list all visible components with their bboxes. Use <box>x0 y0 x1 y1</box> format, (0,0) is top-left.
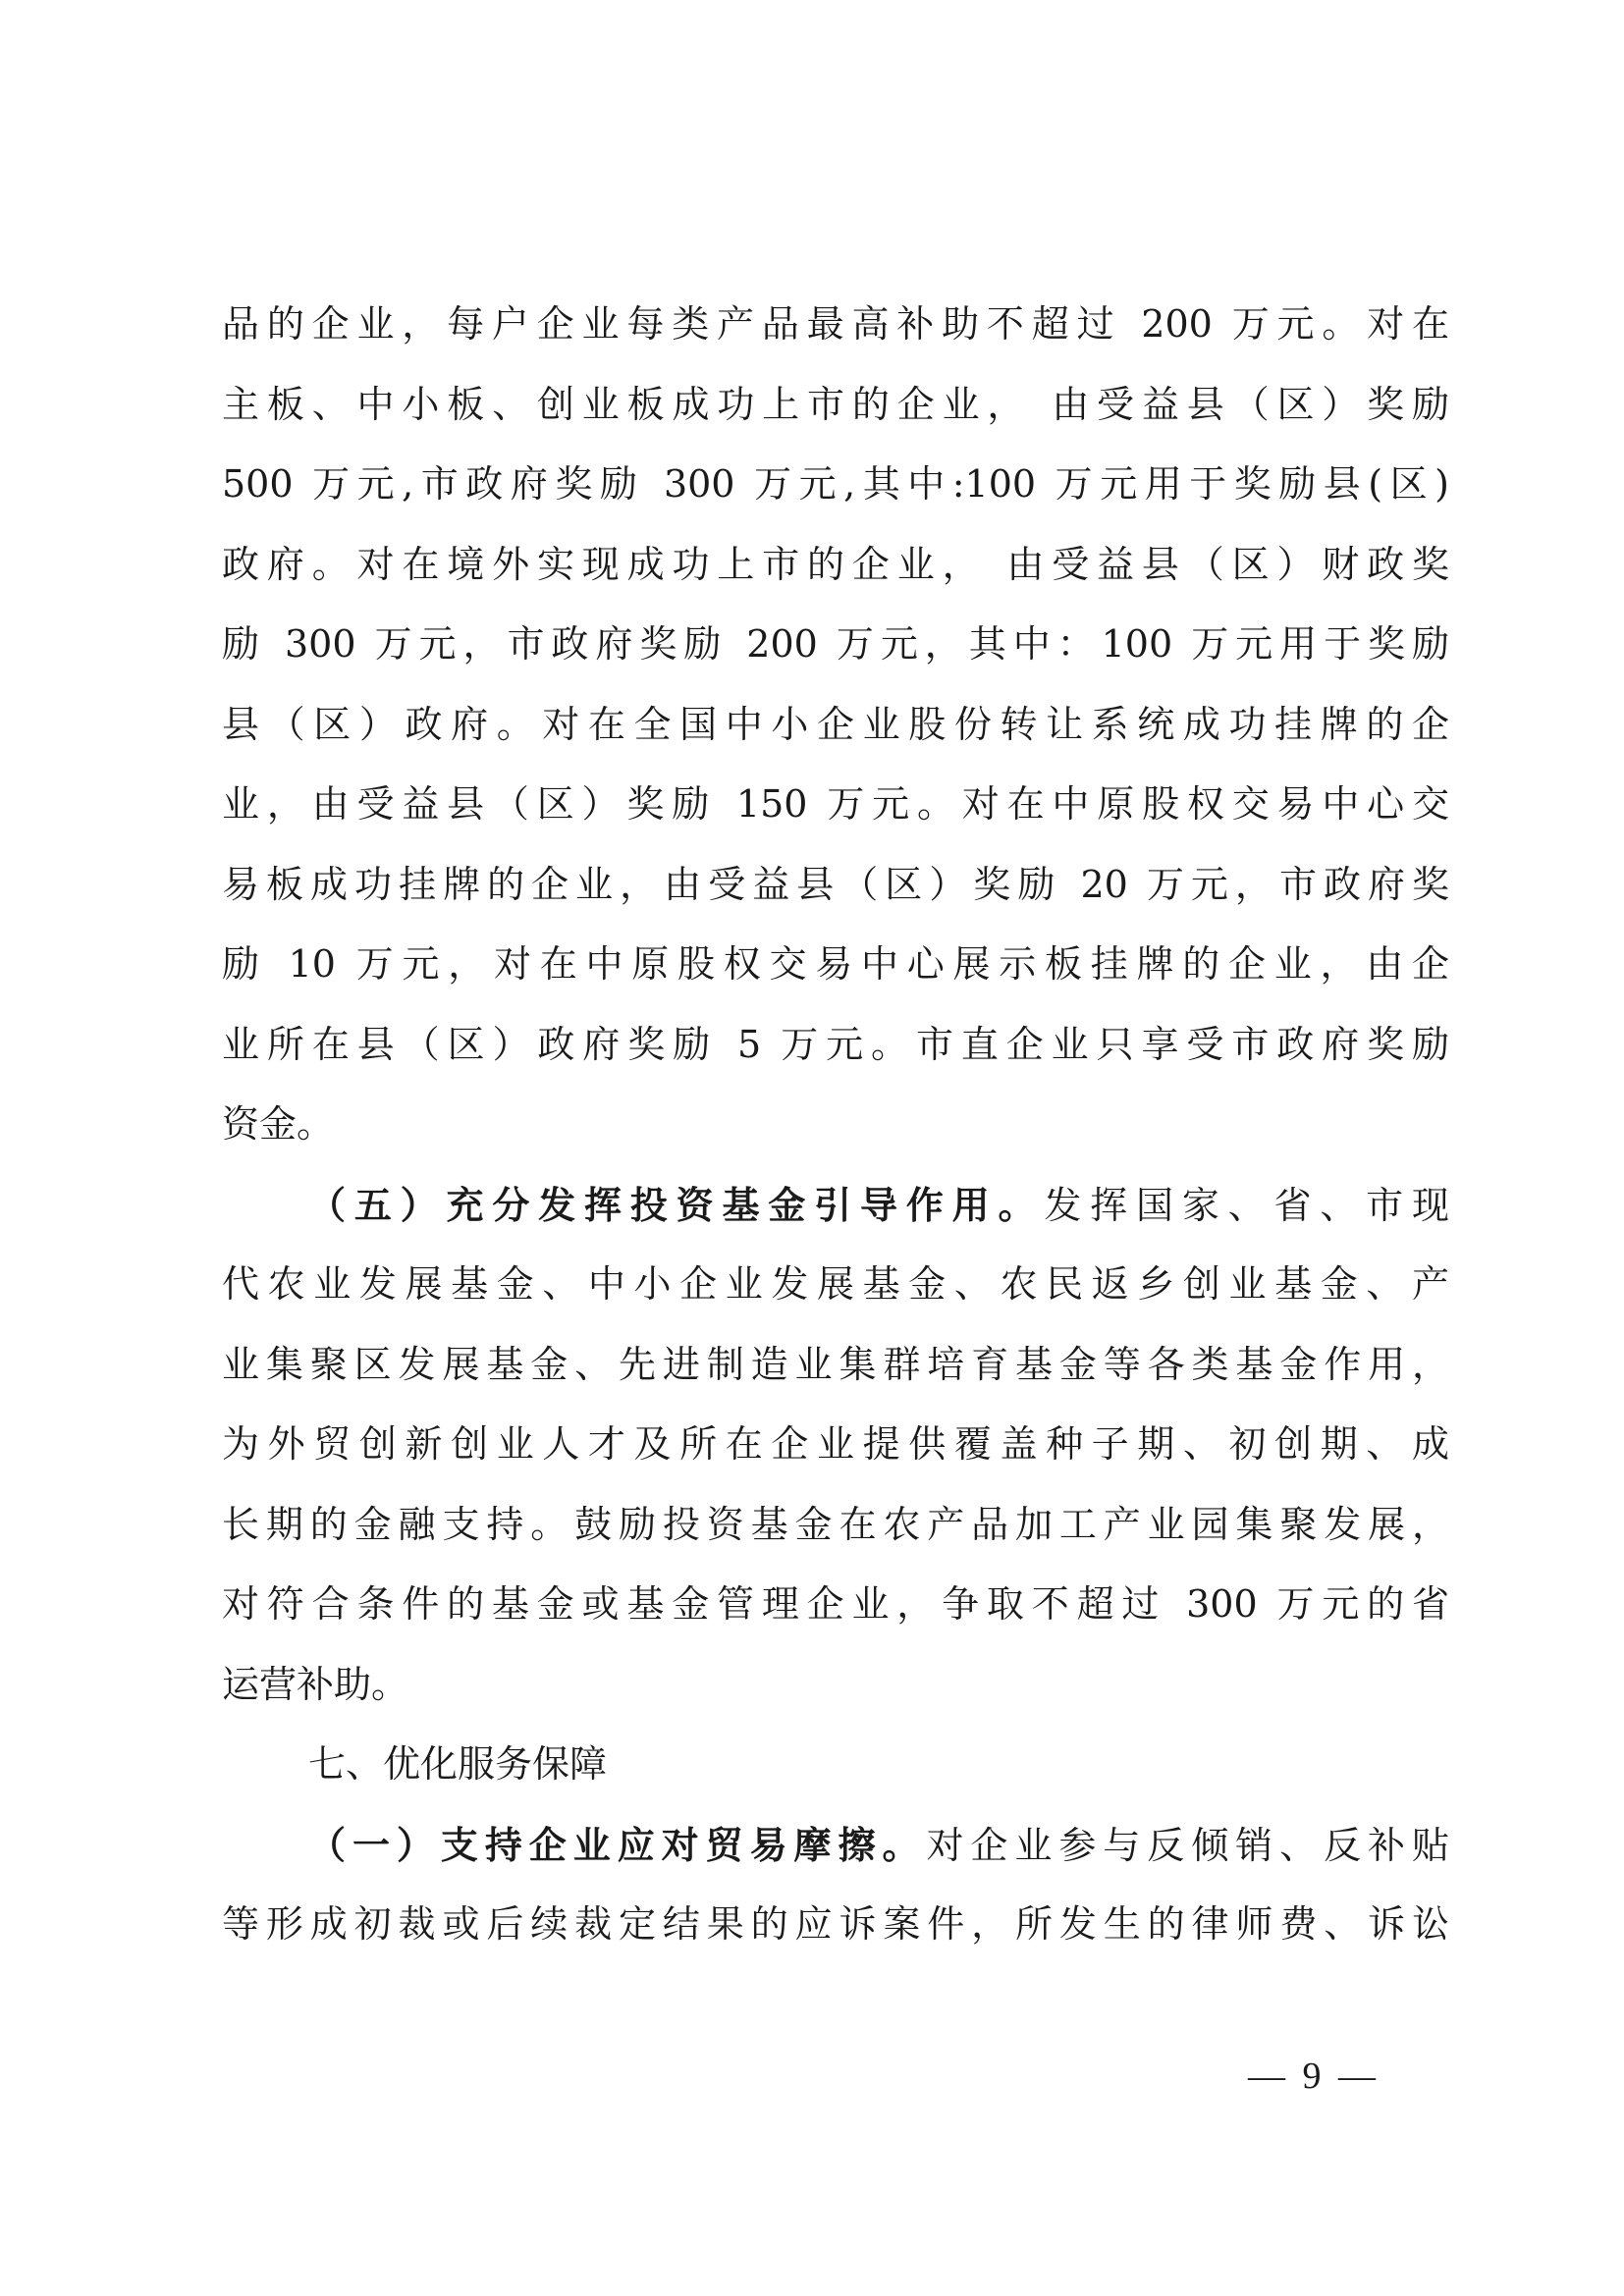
paragraph-2-line-2: 代农业发展基金、中小企业发展基金、农民返乡创业基金、产 <box>222 1262 1449 1306</box>
paragraph-1-line-11: 资金。 <box>222 1102 335 1146</box>
paragraph-2-line-3: 业集聚区发展基金、先进制造业集群培育基金等各类基金作用， <box>222 1342 1449 1386</box>
paragraph-3-line-1 <box>222 1805 1449 1886</box>
paragraph-3-heading: （一）支持企业应对贸易摩擦。 <box>308 1822 927 1867</box>
paragraph-1-line-5: 励 300 万元，市政府奖励 200 万元，其中：100 万元用于奖励 <box>222 622 1449 666</box>
paragraph-2-first-line-text: 发挥国家、省、市现 <box>1044 1183 1449 1227</box>
body-text <box>222 285 1449 1965</box>
paragraph-2-line-6: 对符合条件的基金或基金管理企业，争取不超过 300 万元的省 <box>222 1582 1449 1626</box>
section-heading: 七、优化服务保障 <box>308 1742 608 1786</box>
paragraph-1-line-7: 业，由受益县（区）奖励 150 万元。对在中原股权交易中心交 <box>222 782 1449 826</box>
paragraph-2-line-5: 长期的金融支持。鼓励投资基金在农产品加工产业园集聚发展， <box>222 1502 1449 1546</box>
paragraph-3-line-2: 等形成初裁或后续裁定结果的应诉案件，所发生的律师费、诉讼 <box>222 1902 1449 1946</box>
paragraph-1-line-6: 县（区）政府。对在全国中小企业股份转让系统成功挂牌的企 <box>222 702 1449 746</box>
page-number: — 9 — <box>1248 2056 1380 2097</box>
paragraph-2-line-7: 运营补助。 <box>222 1662 409 1706</box>
paragraph-1-line-9: 励 10 万元，对在中原股权交易中心展示板挂牌的企业，由企 <box>222 942 1449 986</box>
paragraph-2-heading: （五）充分发挥投资基金引导作用。 <box>308 1182 1045 1227</box>
paragraph-1-line-1: 品的企业，每户企业每类产品最高补助不超过 200 万元。对在 <box>222 302 1449 346</box>
paragraph-1-line-8: 易板成功挂牌的企业，由受益县（区）奖励 20 万元，市政府奖 <box>222 862 1449 906</box>
paragraph-1-line-10: 业所在县（区）政府奖励 5 万元。市直企业只享受市政府奖励 <box>222 1022 1449 1066</box>
paragraph-1-line-2: 主板、中小板、创业板成功上市的企业， 由受益县（区）奖励 <box>222 382 1449 426</box>
paragraph-2-line-4: 为外贸创新创业人才及所在企业提供覆盖种子期、初创期、成 <box>222 1422 1449 1466</box>
paragraph-3-first-line-text: 对企业参与反倾销、反补贴 <box>926 1823 1449 1867</box>
paragraph-2-line-1 <box>222 1165 1449 1246</box>
paragraph-1-line-3: 500 万元,市政府奖励 300 万元,其中:100 万元用于奖励县(区) <box>222 462 1449 506</box>
paragraph-1-line-4: 政府。对在境外实现成功上市的企业， 由受益县（区）财政奖 <box>222 542 1449 586</box>
